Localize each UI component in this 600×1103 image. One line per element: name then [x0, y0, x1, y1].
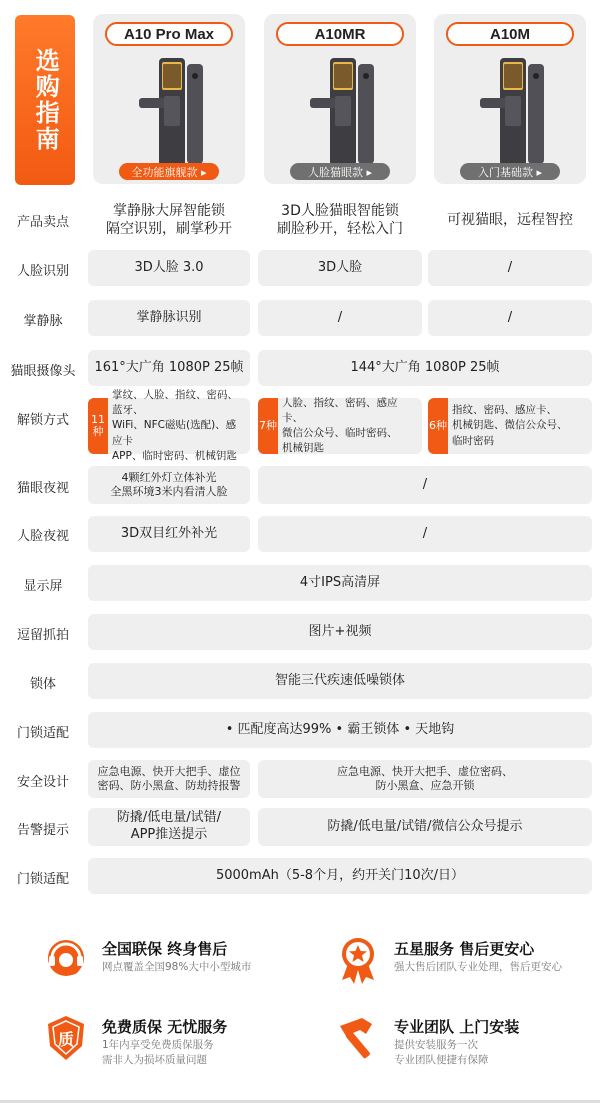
product-badge[interactable]: 人脸猫眼款 ▸ [290, 163, 390, 180]
service-title: 全国联保 终身售后 [102, 940, 228, 958]
service-desc [102, 960, 251, 975]
row-label-night-eye: 猫眼夜视 [16, 481, 69, 496]
service-desc-line: 需非人为损坏质量问题 [102, 1053, 207, 1066]
service-warranty-nationwide [40, 934, 310, 994]
smart-lock-image [302, 56, 382, 168]
camera-a10-pro-max: 161°大广角 1080P 25帧 [88, 350, 250, 386]
service-desc [102, 1038, 214, 1067]
service-desc-line: 1年内享受免费质保服务 [102, 1039, 214, 1051]
guide-title: 选购指南 [31, 48, 60, 152]
palm-a10mr: / [258, 300, 422, 336]
unlock-a10m [428, 398, 592, 454]
service-free-warranty [40, 1012, 310, 1072]
selling-line: 3D人脸猫眼智能锁 [281, 203, 399, 219]
product-badge[interactable]: 全功能旗舰款 ▸ [119, 163, 219, 180]
row-label-camera: 猫眼摄像头 [10, 364, 76, 379]
unlock-line: 指纹、密码、感应卡、 [452, 404, 557, 417]
palm-a10-pro-max: 掌静脉识别 [88, 300, 250, 336]
night-face-a10mr-a10m: / [258, 516, 592, 552]
unlock-line: 人脸、指纹、密码、感应卡、 [282, 396, 398, 424]
product-name: A10MR [276, 22, 404, 46]
service-installation [332, 1012, 600, 1072]
selling-point-a10-pro-max [88, 202, 250, 238]
camera-a10mr-a10m: 144°大广角 1080P 25帧 [258, 350, 592, 386]
row-label-capture: 逗留抓拍 [16, 628, 69, 643]
capture-all: 图片+视频 [88, 614, 592, 650]
selling-line: 隔空识别，刷掌秒开 [106, 221, 232, 238]
unlock-line: 临时密码 [452, 434, 494, 447]
unlock-line: 掌纹、人脸、指纹、密码、蓝牙、 [112, 388, 238, 417]
quality-char: 质 [57, 1030, 75, 1049]
unlock-count-badge: 7种 [258, 398, 278, 454]
service-five-star [332, 934, 600, 994]
product-badge[interactable]: 入门基础款 ▸ [460, 163, 560, 180]
service-desc-line: 提供安装服务一次 [394, 1039, 478, 1051]
unlock-methods [258, 396, 422, 457]
headset-icon [40, 934, 92, 986]
safety-a10mr-a10m [258, 760, 592, 798]
unlock-a10-pro-max [88, 388, 250, 462]
face-a10-pro-max: 3D人脸 3.0 [88, 250, 250, 286]
row-label-lockbody: 锁体 [29, 677, 56, 692]
safety-line: 应急电源、快开大把手、虚位 [97, 764, 241, 778]
row-label-unlock: 解锁方式 [16, 413, 69, 428]
face-a10m: / [428, 250, 592, 286]
safety-line: 应急电源、快开大把手、虚位密码、 [337, 764, 513, 778]
product-card-a10mr[interactable] [264, 14, 416, 184]
safety-a10-pro-max [88, 760, 250, 798]
guide-title-tag [15, 15, 75, 185]
alarm-a10mr-a10m: 防撬/低电量/试错/微信公众号提示 [258, 808, 592, 846]
face-a10mr: 3D人脸 [258, 250, 422, 286]
service-desc-line: 专业团队便捷有保障 [394, 1053, 489, 1066]
unlock-line: APP、临时密码、机械钥匙 [112, 449, 237, 462]
product-card-a10-pro-max[interactable] [93, 14, 245, 184]
service-title: 专业团队 上门安装 [394, 1018, 520, 1036]
unlock-count-badge: 6种 [428, 398, 448, 454]
night-eye-line: 4颗红外灯立体补光 [121, 470, 217, 484]
row-label-battery: 门锁适配 [16, 872, 69, 887]
unlock-line: 机械钥匙、微信公众号、 [452, 419, 568, 432]
night-eye-line: 全黑环境3米内看清人脸 [110, 485, 228, 498]
service-title: 免费质保 无忧服务 [102, 1018, 228, 1036]
lockbody-all: 智能三代疾速低噪锁体 [88, 663, 592, 699]
service-title: 五星服务 售后更安心 [394, 940, 535, 958]
smart-lock-image [472, 56, 552, 168]
smart-lock-image [131, 56, 211, 168]
unlock-count-badge: 11种 [88, 398, 108, 454]
selling-line: 刷脸秒开，轻松入门 [277, 221, 403, 238]
product-name: A10M [446, 22, 574, 46]
unlock-line: WiFi、NFC磁贴(选配)、感应卡 [112, 419, 237, 447]
safety-line: 防小黑盒、应急开锁 [375, 779, 475, 792]
night-face-a10-pro-max: 3D双目红外补光 [88, 516, 250, 552]
medal-icon [332, 934, 384, 986]
door-fit-all: • 匹配度高达99% • 霸王锁体 • 天地钩 [88, 712, 592, 748]
unlock-line: 微信公众号、临时密码、 [282, 427, 398, 439]
palm-a10m: / [428, 300, 592, 336]
row-label-door-fit: 门锁适配 [16, 726, 69, 741]
row-label-safety: 安全设计 [16, 775, 69, 790]
battery-all: 5000mAh（5-8个月，约开关门10次/日） [88, 858, 592, 894]
unlock-a10mr [258, 398, 422, 454]
row-label-night-face: 人脸夜视 [16, 529, 69, 544]
service-desc-line: 网点覆盖全国98%大中小型城市 [102, 961, 252, 973]
unlock-line: 机械钥匙 [282, 442, 324, 455]
service-desc [394, 960, 562, 975]
safety-line: 密码、防小黑盒、防劫持报警 [97, 779, 241, 792]
display-all: 4寸IPS高清屏 [88, 565, 592, 601]
selling-point-a10m: 可视猫眼，远程智控 [447, 212, 573, 228]
selling-line: 掌静脉大屏智能锁 [113, 203, 225, 219]
quality-shield-icon [40, 1012, 92, 1064]
night-eye-a10mr-a10m: / [258, 466, 592, 504]
row-label-selling: 产品卖点 [16, 215, 69, 230]
alarm-line: 防撬/低电量/试错/ [116, 810, 222, 826]
product-name: A10 Pro Max [105, 22, 233, 46]
row-label-display: 显示屏 [23, 579, 63, 594]
hammer-icon [332, 1012, 384, 1064]
row-label-palm: 掌静脉 [23, 314, 63, 329]
product-card-a10m[interactable] [434, 14, 586, 184]
alarm-line: APP推送提示 [130, 827, 208, 842]
alarm-a10-pro-max [88, 808, 250, 846]
service-desc-line: 强大售后团队专业处理，售后更安心 [394, 961, 562, 973]
night-eye-a10-pro-max [88, 466, 250, 504]
unlock-methods [428, 403, 572, 449]
row-label-face: 人脸识别 [16, 264, 69, 279]
service-desc [394, 1038, 489, 1067]
unlock-methods [88, 388, 250, 464]
selling-point-a10mr [258, 202, 422, 238]
row-label-alarm: 告警提示 [16, 823, 69, 838]
